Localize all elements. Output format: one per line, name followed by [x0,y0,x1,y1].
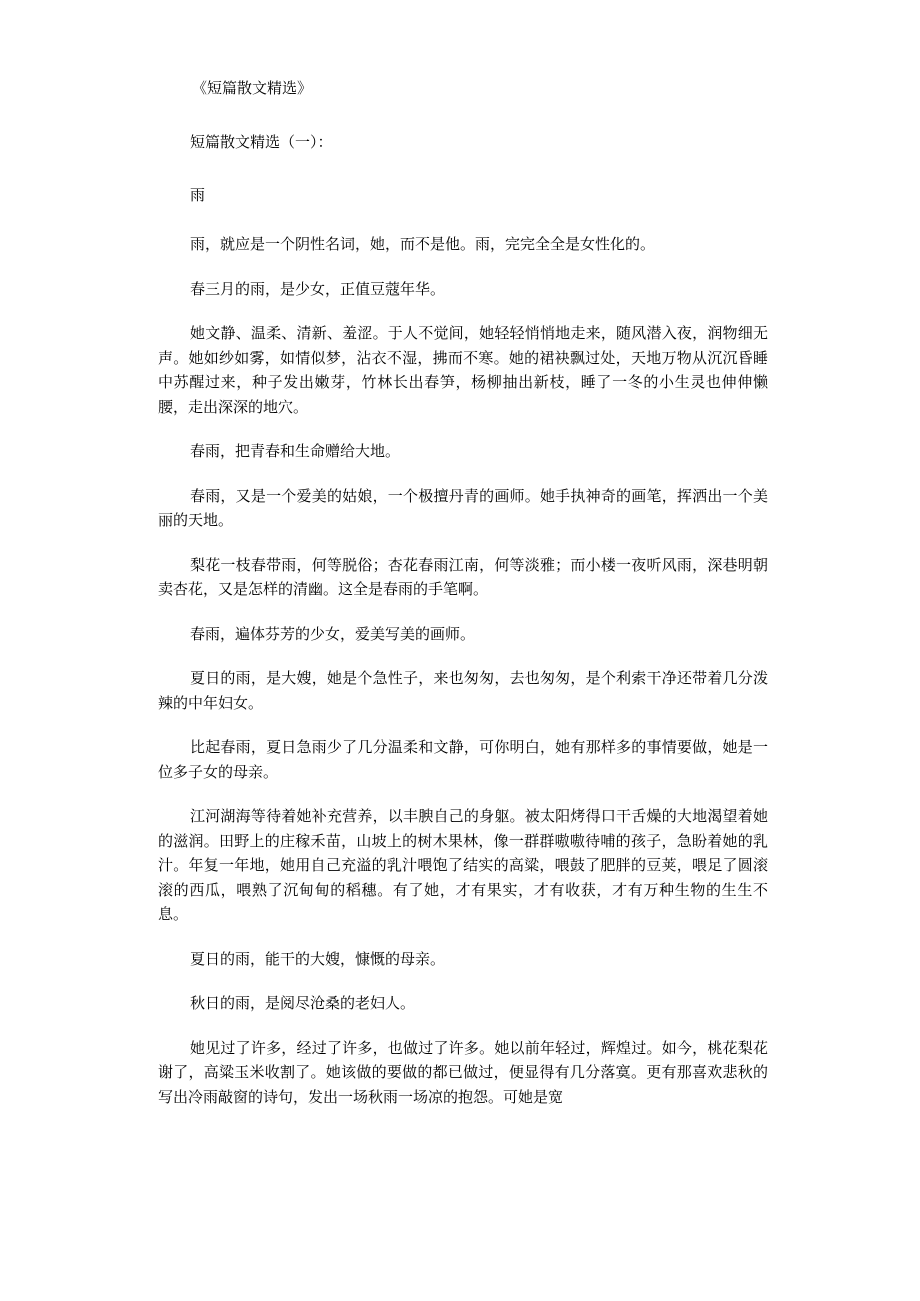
essay-body [158,232,768,1129]
paragraph: 春雨，又是一个爱美的姑娘，一个极擅丹青的画师。她手执神奇的画笔，挥洒出一个美丽的天地。 [158,486,768,529]
paragraph: 比起春雨，夏日急雨少了几分温柔和文静，可你明白，她有那样多的事情要做，她是一位多子女的母亲。 [158,738,768,781]
paragraph: 江河湖海等待着她补充营养，以丰腴自己的身躯。被太阳烤得口干舌燥的大地渴望着她的滋润。田野上的庄稼禾苗，山坡上的树木果林，像一群群嗷嗷待哺的孩子，急盼着她的乳汁。年复一年地，她用自己充溢的乳汁喂饱了结实的高粱，喂鼓了肥胖的豆荚，喂足了圆滚滚的西瓜，喂熟了沉甸甸的稻穗。有了她，才有果实，才有收获，才有万种生物的生生不息。 [158,807,768,923]
paragraph: 夏日的雨，能干的大嫂，慷慨的母亲。 [190,949,446,968]
document-title: 《短篇散文精选》 [192,79,313,97]
paragraph: 秋日的雨，是阅尽沧桑的老妇人。 [190,994,416,1012]
paragraph: 春雨，把青春和生命赠给大地。 [190,442,401,460]
paragraph: 她见过了许多，经过了许多，也做过了许多。她以前年轻过，辉煌过。如今，桃花梨花谢了，高粱玉米收割了。她该做的要做的都已做过，便显得有几分落寞。更有那喜欢悲秋的写出冷雨敲窗的诗句，发出一场秋雨一场凉的抱怨。可她是宽 [158,1038,768,1106]
essay-title: 雨 [190,186,206,204]
paragraph: 雨，就应是一个阴性名词，她，而不是他。雨，完完全全是女性化的。 [190,235,656,253]
paragraph: 她文静、温柔、清新、羞涩。于人不觉间，她轻轻悄悄地走来，随风潜入夜，润物细无声。她如纱如雾，如情似梦，沾衣不湿，拂而不寒。她的裙袂飘过处，天地万物从沉沉昏睡中苏醒过来，种子发出嫩芽，竹林长出春笋，杨柳抽出新枝，睡了一冬的小生灵也伸伸懒腰，走出深深的地穴。 [158,324,768,416]
paragraph: 梨花一枝春带雨，何等脱俗；杏花春雨江南，何等淡雅；而小楼一夜听风雨，深巷明朝卖杏花，又是怎样的清幽。这全是春雨的手笔啊。 [158,555,768,598]
paragraph: 夏日的雨，是大嫂，她是个急性子，来也匆匆，去也匆匆，是个利索干净还带着几分泼辣的中年妇女。 [158,669,768,712]
section-subtitle: 短篇散文精选（一）： [190,133,333,151]
paragraph: 春雨，遍体芬芳的少女，爱美写美的画师。 [190,624,476,643]
paragraph: 春三月的雨，是少女，正值豆蔻年华。 [190,279,446,298]
